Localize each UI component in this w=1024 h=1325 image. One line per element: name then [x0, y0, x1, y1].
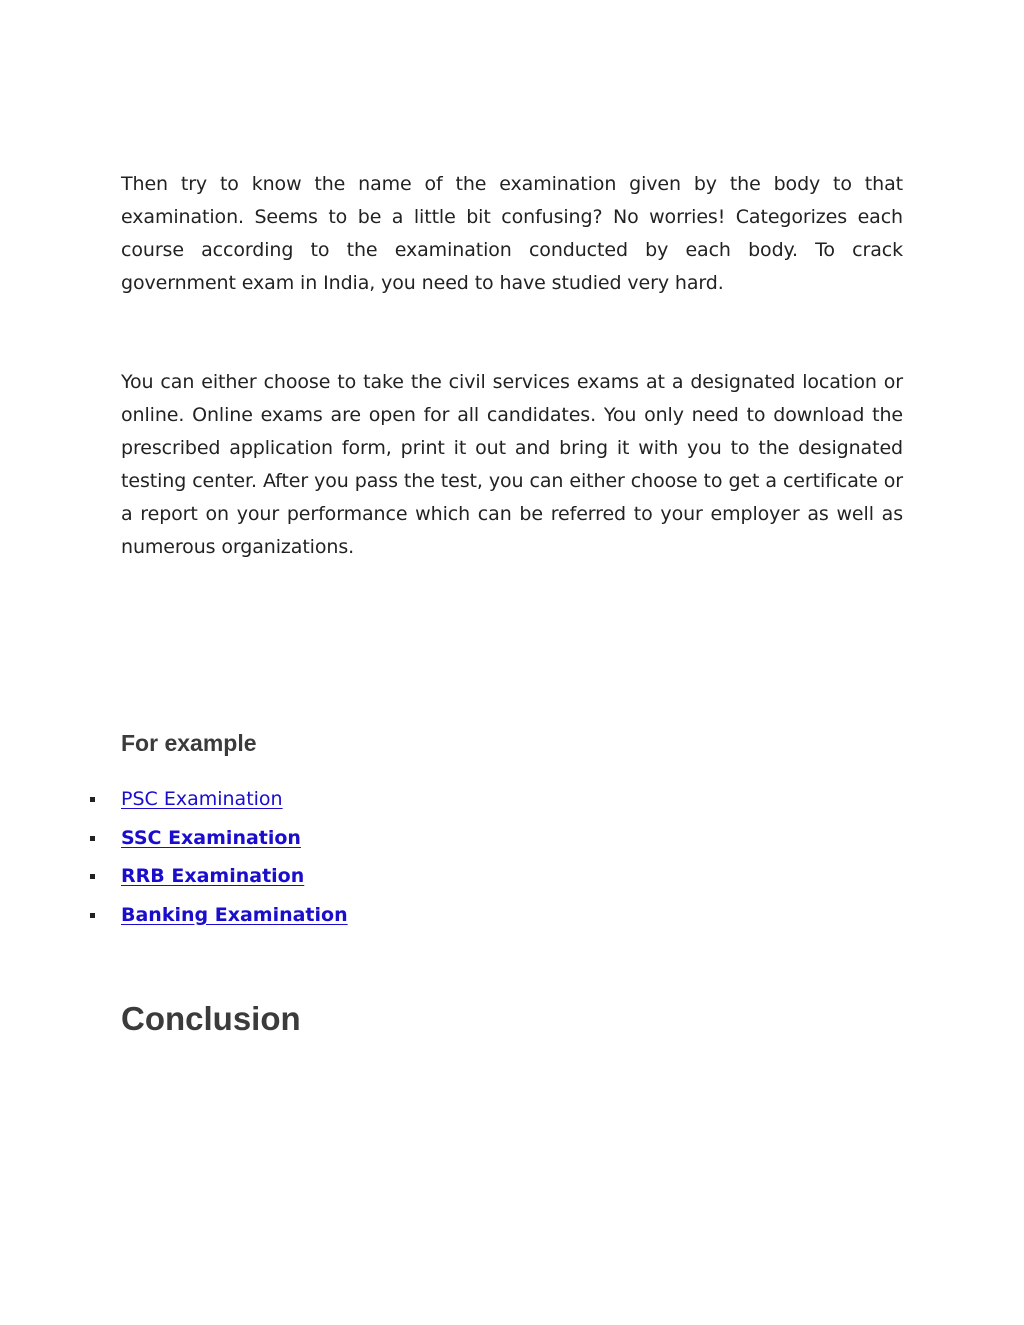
- square-bullet-icon: [90, 874, 95, 879]
- square-bullet-icon: [90, 913, 95, 918]
- list-item: [0, 819, 348, 858]
- exam-link-list: [0, 780, 348, 934]
- body-paragraph-civil-services: You can either choose to take the civil services exams at a designated location or online. Online exams are open for all candidates. You only need to download the prescribed application form, print it out and bring it with you to the designated testing center. After you pass the test, you can either choose to get a certificate or a report on your performance which can be referred to your employer as well as numerous organizations.: [121, 371, 903, 558]
- conclusion-heading: Conclusion: [121, 1000, 301, 1037]
- square-bullet-icon: [90, 797, 95, 802]
- list-item: [0, 780, 348, 819]
- psc-examination-link[interactable]: PSC Examination: [121, 788, 283, 811]
- body-paragraph-exam-names: Then try to know the name of the examination given by the body to that examination. Seems to be a little bit confusing? No worries! Categorizes each course according to the examination conducted by each body. To crack government exam in India, you need to have studied very hard.: [121, 173, 903, 294]
- ssc-examination-link[interactable]: SSC Examination: [121, 826, 301, 849]
- square-bullet-icon: [90, 836, 95, 841]
- rrb-examination-link[interactable]: RRB Examination: [121, 865, 305, 888]
- for-example-heading: For example: [121, 730, 257, 756]
- banking-examination-link[interactable]: Banking Examination: [121, 903, 348, 926]
- list-item: [0, 896, 348, 935]
- list-item: [0, 857, 348, 896]
